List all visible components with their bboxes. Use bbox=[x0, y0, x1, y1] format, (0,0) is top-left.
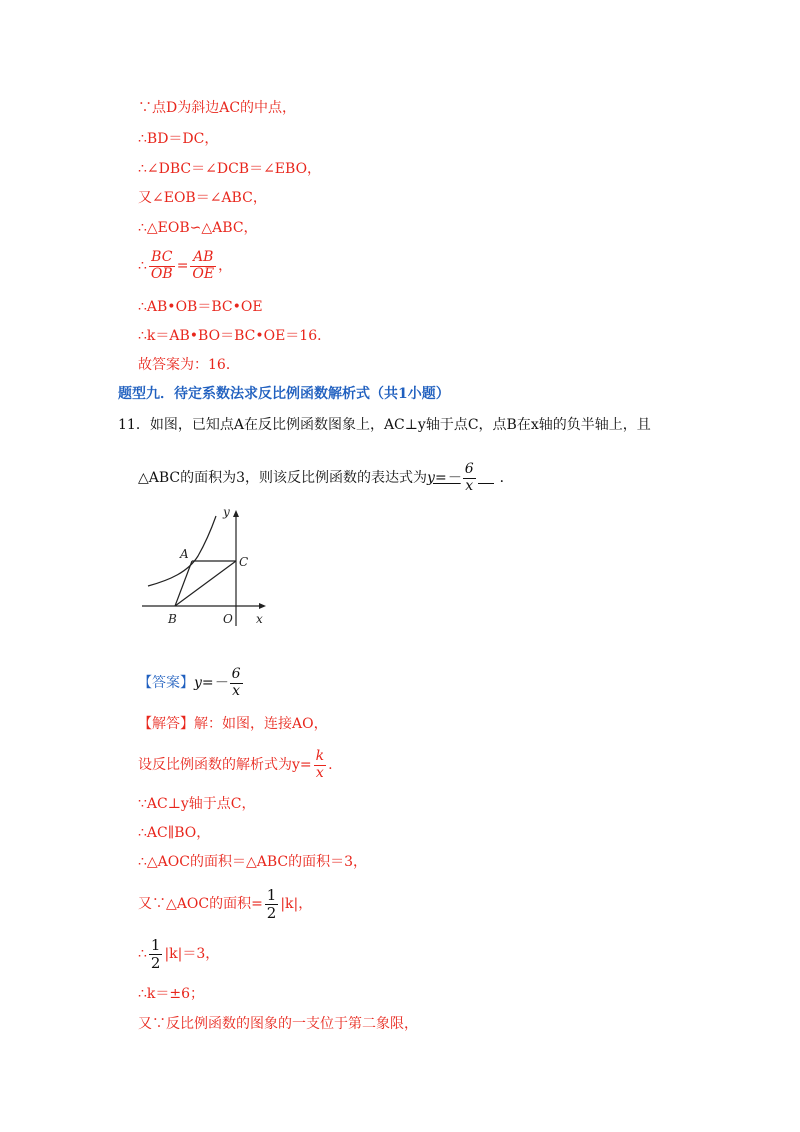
explanation-line-9: 又∵反比例函数的图象的一支位于第二象限， bbox=[138, 1016, 418, 1032]
label-o: O bbox=[223, 612, 233, 626]
fraction-numerator: 6 bbox=[464, 461, 474, 478]
explanation-line-5: ∴△AOC的面积＝△ABC的面积＝3， bbox=[138, 854, 368, 870]
fraction-denominator: x bbox=[232, 682, 241, 699]
question-period: ． bbox=[499, 470, 514, 486]
fraction-denominator: 2 bbox=[150, 953, 161, 972]
label-y: y bbox=[223, 505, 230, 519]
explanation-line-8: ∴k＝±6； bbox=[138, 986, 205, 1002]
label-x: x bbox=[256, 612, 263, 626]
section-heading: 题型九．待定系数法求反比例函数解析式（共1小题） bbox=[118, 386, 450, 402]
fraction-numerator: k bbox=[315, 748, 325, 765]
explanation-line-1 bbox=[138, 714, 328, 734]
fraction-numerator: 1 bbox=[150, 936, 161, 954]
fraction-ab-oe bbox=[190, 250, 216, 282]
explanation-text: |k|＝3， bbox=[164, 946, 220, 962]
fraction-k-x bbox=[314, 749, 326, 781]
fraction-numerator: BC bbox=[149, 250, 175, 266]
solution-line-3: ∴∠DBC＝∠DCB＝∠EBO， bbox=[138, 161, 322, 177]
question-number: 11． bbox=[118, 417, 150, 433]
therefore-symbol: ∴ bbox=[138, 258, 147, 274]
explanation-text: ∴ bbox=[138, 946, 147, 962]
label-c: C bbox=[239, 555, 249, 569]
explanation-line-3: ∵AC⊥y轴于点C， bbox=[138, 796, 256, 812]
question-line-2 bbox=[138, 458, 514, 498]
explanation-line-6 bbox=[138, 884, 312, 924]
fraction-6-x bbox=[463, 462, 476, 494]
answer-fill: y=－ bbox=[427, 470, 461, 486]
fraction-denominator: OB bbox=[150, 265, 173, 282]
figure-background bbox=[140, 502, 270, 637]
explanation-line-7 bbox=[138, 934, 219, 974]
fraction-bc-ob bbox=[149, 250, 175, 282]
answer-tag: 【答案】 bbox=[138, 675, 194, 691]
equals-sign: = bbox=[176, 258, 189, 274]
solution-line-9: 故答案为：16． bbox=[138, 357, 240, 373]
solution-line-5: ∴△EOB∽△ABC， bbox=[138, 220, 258, 236]
explanation-line-2 bbox=[138, 745, 333, 785]
fraction-one-half bbox=[149, 937, 163, 971]
explanation-period: . bbox=[328, 757, 333, 773]
solution-line-2: ∴BD＝DC， bbox=[138, 131, 219, 147]
answer-line bbox=[138, 663, 245, 703]
solution-line-1: ∵点D为斜边AC的中点， bbox=[138, 100, 297, 116]
answer-blank bbox=[478, 483, 494, 484]
fraction-numerator: 6 bbox=[231, 666, 241, 683]
explanation-text: |k|， bbox=[280, 896, 313, 912]
fraction-denominator: x bbox=[315, 764, 324, 781]
fraction-denominator: OE bbox=[192, 265, 215, 282]
explanation-tag: 【解答】 bbox=[138, 716, 194, 732]
graph-svg bbox=[140, 502, 270, 637]
explanation-text: 解：如图，连接AO， bbox=[194, 716, 328, 732]
solution-line-6 bbox=[138, 246, 232, 286]
fraction-numerator: AB bbox=[190, 250, 216, 266]
solution-line-7: ∴AB•OB＝BC•OE bbox=[138, 299, 263, 315]
question-line-1 bbox=[118, 415, 651, 435]
explanation-text: 又∵△AOC的面积= bbox=[138, 896, 263, 912]
explanation-text: 设反比例函数的解析式为y= bbox=[138, 757, 312, 773]
label-a: A bbox=[180, 547, 189, 561]
fraction-denominator: 2 bbox=[266, 903, 277, 922]
fraction-numerator: 1 bbox=[266, 886, 277, 904]
solution-line-8: ∴k＝AB•BO＝BC•OE＝16． bbox=[138, 328, 332, 344]
comma: ， bbox=[218, 258, 233, 274]
fraction-one-half bbox=[265, 887, 279, 921]
question-text: 如图，已知点A在反比例函数图象上，AC⊥y轴于点C，点B在x轴的负半轴上，且 bbox=[149, 417, 651, 433]
solution-line-4: 又∠EOB＝∠ABC， bbox=[138, 190, 267, 206]
graph-figure bbox=[140, 502, 270, 637]
question-text: △ABC的面积为3，则该反比例函数的表达式为 bbox=[138, 470, 428, 486]
explanation-line-4: ∴AC∥BO， bbox=[138, 825, 211, 841]
answer-fraction bbox=[230, 667, 243, 699]
answer-prefix: y=－ bbox=[194, 675, 228, 691]
label-b: B bbox=[168, 612, 177, 626]
fraction-denominator: x bbox=[465, 477, 474, 494]
